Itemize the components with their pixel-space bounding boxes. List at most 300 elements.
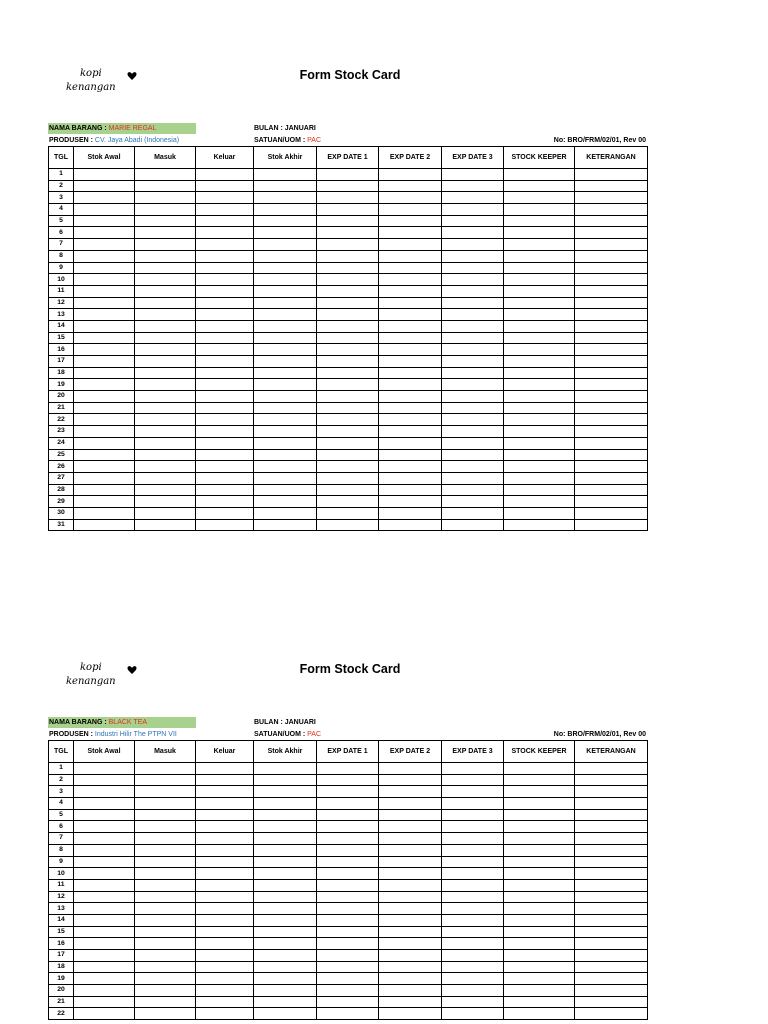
entry-cell[interactable]: [504, 926, 575, 938]
entry-cell[interactable]: [575, 961, 648, 973]
entry-cell[interactable]: [379, 215, 442, 227]
entry-cell[interactable]: [196, 833, 254, 845]
entry-cell[interactable]: [379, 367, 442, 379]
entry-cell[interactable]: [196, 844, 254, 856]
entry-cell[interactable]: [442, 484, 504, 496]
entry-cell[interactable]: [504, 239, 575, 251]
entry-cell[interactable]: [575, 914, 648, 926]
entry-cell[interactable]: [74, 774, 135, 786]
entry-cell[interactable]: [575, 297, 648, 309]
entry-cell[interactable]: [254, 285, 317, 297]
entry-cell[interactable]: [74, 239, 135, 251]
entry-cell[interactable]: [74, 786, 135, 798]
entry-cell[interactable]: [74, 227, 135, 239]
entry-cell[interactable]: [504, 1008, 575, 1020]
entry-cell[interactable]: [379, 950, 442, 962]
entry-cell[interactable]: [74, 461, 135, 473]
entry-cell[interactable]: [317, 833, 379, 845]
entry-cell[interactable]: [254, 309, 317, 321]
entry-cell[interactable]: [254, 180, 317, 192]
entry-cell[interactable]: [504, 879, 575, 891]
entry-cell[interactable]: [504, 320, 575, 332]
entry-cell[interactable]: [135, 297, 196, 309]
entry-cell[interactable]: [575, 833, 648, 845]
entry-cell[interactable]: [254, 169, 317, 181]
entry-cell[interactable]: [575, 763, 648, 775]
entry-cell[interactable]: [504, 821, 575, 833]
entry-cell[interactable]: [504, 367, 575, 379]
entry-cell[interactable]: [575, 320, 648, 332]
entry-cell[interactable]: [196, 798, 254, 810]
entry-cell[interactable]: [442, 215, 504, 227]
entry-cell[interactable]: [317, 309, 379, 321]
entry-cell[interactable]: [504, 519, 575, 531]
entry-cell[interactable]: [196, 856, 254, 868]
entry-cell[interactable]: [196, 356, 254, 368]
entry-cell[interactable]: [442, 227, 504, 239]
entry-cell[interactable]: [575, 472, 648, 484]
entry-cell[interactable]: [254, 763, 317, 775]
entry-cell[interactable]: [442, 996, 504, 1008]
entry-cell[interactable]: [504, 472, 575, 484]
entry-cell[interactable]: [575, 507, 648, 519]
entry-cell[interactable]: [379, 914, 442, 926]
entry-cell[interactable]: [379, 484, 442, 496]
entry-cell[interactable]: [504, 180, 575, 192]
entry-cell[interactable]: [575, 484, 648, 496]
entry-cell[interactable]: [575, 938, 648, 950]
entry-cell[interactable]: [196, 961, 254, 973]
entry-cell[interactable]: [442, 367, 504, 379]
entry-cell[interactable]: [379, 192, 442, 204]
entry-cell[interactable]: [575, 519, 648, 531]
entry-cell[interactable]: [442, 868, 504, 880]
entry-cell[interactable]: [196, 180, 254, 192]
entry-cell[interactable]: [254, 461, 317, 473]
entry-cell[interactable]: [196, 204, 254, 216]
entry-cell[interactable]: [442, 856, 504, 868]
entry-cell[interactable]: [442, 903, 504, 915]
entry-cell[interactable]: [135, 367, 196, 379]
entry-cell[interactable]: [135, 809, 196, 821]
entry-cell[interactable]: [254, 332, 317, 344]
entry-cell[interactable]: [442, 786, 504, 798]
entry-cell[interactable]: [74, 204, 135, 216]
entry-cell[interactable]: [575, 215, 648, 227]
entry-cell[interactable]: [317, 215, 379, 227]
entry-cell[interactable]: [196, 320, 254, 332]
entry-cell[interactable]: [442, 426, 504, 438]
entry-cell[interactable]: [135, 798, 196, 810]
entry-cell[interactable]: [317, 356, 379, 368]
entry-cell[interactable]: [504, 891, 575, 903]
entry-cell[interactable]: [196, 414, 254, 426]
entry-cell[interactable]: [254, 844, 317, 856]
entry-cell[interactable]: [379, 239, 442, 251]
entry-cell[interactable]: [442, 891, 504, 903]
entry-cell[interactable]: [135, 215, 196, 227]
entry-cell[interactable]: [196, 274, 254, 286]
entry-cell[interactable]: [379, 903, 442, 915]
entry-cell[interactable]: [135, 833, 196, 845]
entry-cell[interactable]: [135, 274, 196, 286]
entry-cell[interactable]: [575, 844, 648, 856]
entry-cell[interactable]: [575, 437, 648, 449]
entry-cell[interactable]: [317, 519, 379, 531]
entry-cell[interactable]: [254, 973, 317, 985]
entry-cell[interactable]: [504, 484, 575, 496]
entry-cell[interactable]: [254, 879, 317, 891]
entry-cell[interactable]: [504, 938, 575, 950]
entry-cell[interactable]: [317, 1008, 379, 1020]
entry-cell[interactable]: [254, 391, 317, 403]
entry-cell[interactable]: [575, 809, 648, 821]
entry-cell[interactable]: [504, 496, 575, 508]
entry-cell[interactable]: [379, 356, 442, 368]
entry-cell[interactable]: [254, 344, 317, 356]
entry-cell[interactable]: [74, 356, 135, 368]
entry-cell[interactable]: [74, 180, 135, 192]
entry-cell[interactable]: [379, 763, 442, 775]
entry-cell[interactable]: [317, 367, 379, 379]
entry-cell[interactable]: [254, 950, 317, 962]
entry-cell[interactable]: [135, 180, 196, 192]
entry-cell[interactable]: [317, 973, 379, 985]
entry-cell[interactable]: [504, 192, 575, 204]
entry-cell[interactable]: [379, 961, 442, 973]
entry-cell[interactable]: [74, 297, 135, 309]
entry-cell[interactable]: [196, 821, 254, 833]
entry-cell[interactable]: [196, 891, 254, 903]
entry-cell[interactable]: [135, 985, 196, 997]
entry-cell[interactable]: [379, 868, 442, 880]
entry-cell[interactable]: [254, 914, 317, 926]
entry-cell[interactable]: [379, 204, 442, 216]
entry-cell[interactable]: [575, 239, 648, 251]
entry-cell[interactable]: [74, 391, 135, 403]
entry-cell[interactable]: [196, 519, 254, 531]
entry-cell[interactable]: [379, 297, 442, 309]
entry-cell[interactable]: [504, 356, 575, 368]
entry-cell[interactable]: [196, 763, 254, 775]
entry-cell[interactable]: [575, 996, 648, 1008]
entry-cell[interactable]: [575, 1008, 648, 1020]
entry-cell[interactable]: [575, 309, 648, 321]
entry-cell[interactable]: [317, 879, 379, 891]
entry-cell[interactable]: [135, 356, 196, 368]
entry-cell[interactable]: [135, 437, 196, 449]
entry-cell[interactable]: [196, 985, 254, 997]
entry-cell[interactable]: [196, 973, 254, 985]
entry-cell[interactable]: [254, 903, 317, 915]
entry-cell[interactable]: [442, 320, 504, 332]
entry-cell[interactable]: [575, 926, 648, 938]
entry-cell[interactable]: [379, 227, 442, 239]
entry-cell[interactable]: [135, 1008, 196, 1020]
entry-cell[interactable]: [575, 950, 648, 962]
entry-cell[interactable]: [135, 774, 196, 786]
entry-cell[interactable]: [74, 903, 135, 915]
entry-cell[interactable]: [317, 204, 379, 216]
entry-cell[interactable]: [135, 461, 196, 473]
entry-cell[interactable]: [442, 285, 504, 297]
entry-cell[interactable]: [317, 344, 379, 356]
entry-cell[interactable]: [317, 274, 379, 286]
entry-cell[interactable]: [196, 472, 254, 484]
entry-cell[interactable]: [317, 437, 379, 449]
entry-cell[interactable]: [196, 507, 254, 519]
entry-cell[interactable]: [135, 763, 196, 775]
entry-cell[interactable]: [317, 961, 379, 973]
entry-cell[interactable]: [135, 204, 196, 216]
entry-cell[interactable]: [379, 169, 442, 181]
entry-cell[interactable]: [196, 367, 254, 379]
entry-cell[interactable]: [575, 774, 648, 786]
entry-cell[interactable]: [442, 344, 504, 356]
entry-cell[interactable]: [135, 484, 196, 496]
entry-cell[interactable]: [74, 472, 135, 484]
entry-cell[interactable]: [196, 950, 254, 962]
entry-cell[interactable]: [575, 356, 648, 368]
entry-cell[interactable]: [74, 914, 135, 926]
entry-cell[interactable]: [504, 903, 575, 915]
entry-cell[interactable]: [442, 402, 504, 414]
entry-cell[interactable]: [135, 227, 196, 239]
entry-cell[interactable]: [135, 926, 196, 938]
entry-cell[interactable]: [254, 926, 317, 938]
entry-cell[interactable]: [196, 379, 254, 391]
entry-cell[interactable]: [254, 798, 317, 810]
entry-cell[interactable]: [379, 821, 442, 833]
entry-cell[interactable]: [317, 227, 379, 239]
entry-cell[interactable]: [442, 250, 504, 262]
entry-cell[interactable]: [254, 227, 317, 239]
entry-cell[interactable]: [504, 914, 575, 926]
entry-cell[interactable]: [504, 961, 575, 973]
entry-cell[interactable]: [317, 856, 379, 868]
entry-cell[interactable]: [504, 798, 575, 810]
entry-cell[interactable]: [254, 262, 317, 274]
entry-cell[interactable]: [135, 973, 196, 985]
entry-cell[interactable]: [442, 356, 504, 368]
entry-cell[interactable]: [135, 192, 196, 204]
entry-cell[interactable]: [504, 309, 575, 321]
entry-cell[interactable]: [504, 169, 575, 181]
entry-cell[interactable]: [317, 297, 379, 309]
entry-cell[interactable]: [442, 950, 504, 962]
entry-cell[interactable]: [254, 985, 317, 997]
entry-cell[interactable]: [442, 973, 504, 985]
entry-cell[interactable]: [254, 891, 317, 903]
entry-cell[interactable]: [135, 391, 196, 403]
entry-cell[interactable]: [135, 856, 196, 868]
entry-cell[interactable]: [196, 938, 254, 950]
entry-cell[interactable]: [254, 250, 317, 262]
entry-cell[interactable]: [196, 1008, 254, 1020]
entry-cell[interactable]: [317, 926, 379, 938]
entry-cell[interactable]: [74, 192, 135, 204]
entry-cell[interactable]: [504, 250, 575, 262]
entry-cell[interactable]: [317, 379, 379, 391]
entry-cell[interactable]: [442, 204, 504, 216]
entry-cell[interactable]: [254, 239, 317, 251]
entry-cell[interactable]: [379, 926, 442, 938]
entry-cell[interactable]: [379, 391, 442, 403]
entry-cell[interactable]: [254, 274, 317, 286]
entry-cell[interactable]: [379, 891, 442, 903]
entry-cell[interactable]: [135, 449, 196, 461]
entry-cell[interactable]: [442, 180, 504, 192]
entry-cell[interactable]: [74, 274, 135, 286]
entry-cell[interactable]: [74, 879, 135, 891]
entry-cell[interactable]: [196, 192, 254, 204]
entry-cell[interactable]: [135, 320, 196, 332]
entry-cell[interactable]: [135, 507, 196, 519]
entry-cell[interactable]: [504, 285, 575, 297]
entry-cell[interactable]: [442, 844, 504, 856]
entry-cell[interactable]: [74, 215, 135, 227]
entry-cell[interactable]: [504, 332, 575, 344]
entry-cell[interactable]: [379, 833, 442, 845]
entry-cell[interactable]: [504, 985, 575, 997]
entry-cell[interactable]: [442, 879, 504, 891]
entry-cell[interactable]: [196, 391, 254, 403]
entry-cell[interactable]: [379, 320, 442, 332]
entry-cell[interactable]: [254, 449, 317, 461]
entry-cell[interactable]: [196, 332, 254, 344]
entry-cell[interactable]: [135, 472, 196, 484]
entry-cell[interactable]: [74, 926, 135, 938]
entry-cell[interactable]: [442, 938, 504, 950]
entry-cell[interactable]: [379, 1008, 442, 1020]
entry-cell[interactable]: [135, 519, 196, 531]
entry-cell[interactable]: [317, 192, 379, 204]
entry-cell[interactable]: [504, 833, 575, 845]
entry-cell[interactable]: [135, 950, 196, 962]
entry-cell[interactable]: [317, 449, 379, 461]
entry-cell[interactable]: [575, 274, 648, 286]
entry-cell[interactable]: [254, 507, 317, 519]
entry-cell[interactable]: [196, 774, 254, 786]
entry-cell[interactable]: [74, 332, 135, 344]
entry-cell[interactable]: [317, 821, 379, 833]
entry-cell[interactable]: [196, 868, 254, 880]
entry-cell[interactable]: [504, 402, 575, 414]
entry-cell[interactable]: [135, 914, 196, 926]
entry-cell[interactable]: [379, 496, 442, 508]
entry-cell[interactable]: [379, 973, 442, 985]
entry-cell[interactable]: [74, 262, 135, 274]
entry-cell[interactable]: [317, 891, 379, 903]
entry-cell[interactable]: [379, 798, 442, 810]
entry-cell[interactable]: [379, 938, 442, 950]
entry-cell[interactable]: [379, 426, 442, 438]
entry-cell[interactable]: [254, 379, 317, 391]
entry-cell[interactable]: [254, 856, 317, 868]
entry-cell[interactable]: [196, 926, 254, 938]
entry-cell[interactable]: [379, 285, 442, 297]
entry-cell[interactable]: [254, 437, 317, 449]
entry-cell[interactable]: [575, 449, 648, 461]
entry-cell[interactable]: [442, 274, 504, 286]
entry-cell[interactable]: [317, 798, 379, 810]
entry-cell[interactable]: [254, 192, 317, 204]
entry-cell[interactable]: [442, 192, 504, 204]
entry-cell[interactable]: [442, 461, 504, 473]
entry-cell[interactable]: [74, 996, 135, 1008]
entry-cell[interactable]: [254, 1008, 317, 1020]
entry-cell[interactable]: [254, 402, 317, 414]
entry-cell[interactable]: [196, 250, 254, 262]
entry-cell[interactable]: [135, 786, 196, 798]
entry-cell[interactable]: [442, 309, 504, 321]
entry-cell[interactable]: [196, 169, 254, 181]
entry-cell[interactable]: [254, 821, 317, 833]
entry-cell[interactable]: [196, 215, 254, 227]
entry-cell[interactable]: [254, 938, 317, 950]
entry-cell[interactable]: [254, 809, 317, 821]
entry-cell[interactable]: [317, 484, 379, 496]
entry-cell[interactable]: [135, 239, 196, 251]
entry-cell[interactable]: [317, 180, 379, 192]
entry-cell[interactable]: [442, 437, 504, 449]
entry-cell[interactable]: [442, 1008, 504, 1020]
entry-cell[interactable]: [317, 809, 379, 821]
entry-cell[interactable]: [504, 461, 575, 473]
entry-cell[interactable]: [74, 519, 135, 531]
entry-cell[interactable]: [74, 414, 135, 426]
entry-cell[interactable]: [575, 879, 648, 891]
entry-cell[interactable]: [196, 285, 254, 297]
entry-cell[interactable]: [317, 169, 379, 181]
entry-cell[interactable]: [317, 239, 379, 251]
entry-cell[interactable]: [379, 985, 442, 997]
entry-cell[interactable]: [74, 891, 135, 903]
entry-cell[interactable]: [317, 320, 379, 332]
entry-cell[interactable]: [317, 950, 379, 962]
entry-cell[interactable]: [379, 519, 442, 531]
entry-cell[interactable]: [135, 332, 196, 344]
entry-cell[interactable]: [196, 426, 254, 438]
entry-cell[interactable]: [254, 786, 317, 798]
entry-cell[interactable]: [135, 961, 196, 973]
entry-cell[interactable]: [504, 437, 575, 449]
entry-cell[interactable]: [74, 844, 135, 856]
entry-cell[interactable]: [442, 239, 504, 251]
entry-cell[interactable]: [254, 519, 317, 531]
entry-cell[interactable]: [442, 833, 504, 845]
entry-cell[interactable]: [504, 973, 575, 985]
entry-cell[interactable]: [575, 285, 648, 297]
entry-cell[interactable]: [379, 309, 442, 321]
entry-cell[interactable]: [74, 961, 135, 973]
entry-cell[interactable]: [74, 285, 135, 297]
entry-cell[interactable]: [135, 868, 196, 880]
entry-cell[interactable]: [442, 414, 504, 426]
entry-cell[interactable]: [575, 868, 648, 880]
entry-cell[interactable]: [575, 367, 648, 379]
entry-cell[interactable]: [135, 938, 196, 950]
entry-cell[interactable]: [575, 250, 648, 262]
entry-cell[interactable]: [254, 868, 317, 880]
entry-cell[interactable]: [196, 496, 254, 508]
entry-cell[interactable]: [254, 215, 317, 227]
entry-cell[interactable]: [74, 309, 135, 321]
entry-cell[interactable]: [254, 320, 317, 332]
entry-cell[interactable]: [575, 786, 648, 798]
entry-cell[interactable]: [504, 215, 575, 227]
entry-cell[interactable]: [442, 169, 504, 181]
